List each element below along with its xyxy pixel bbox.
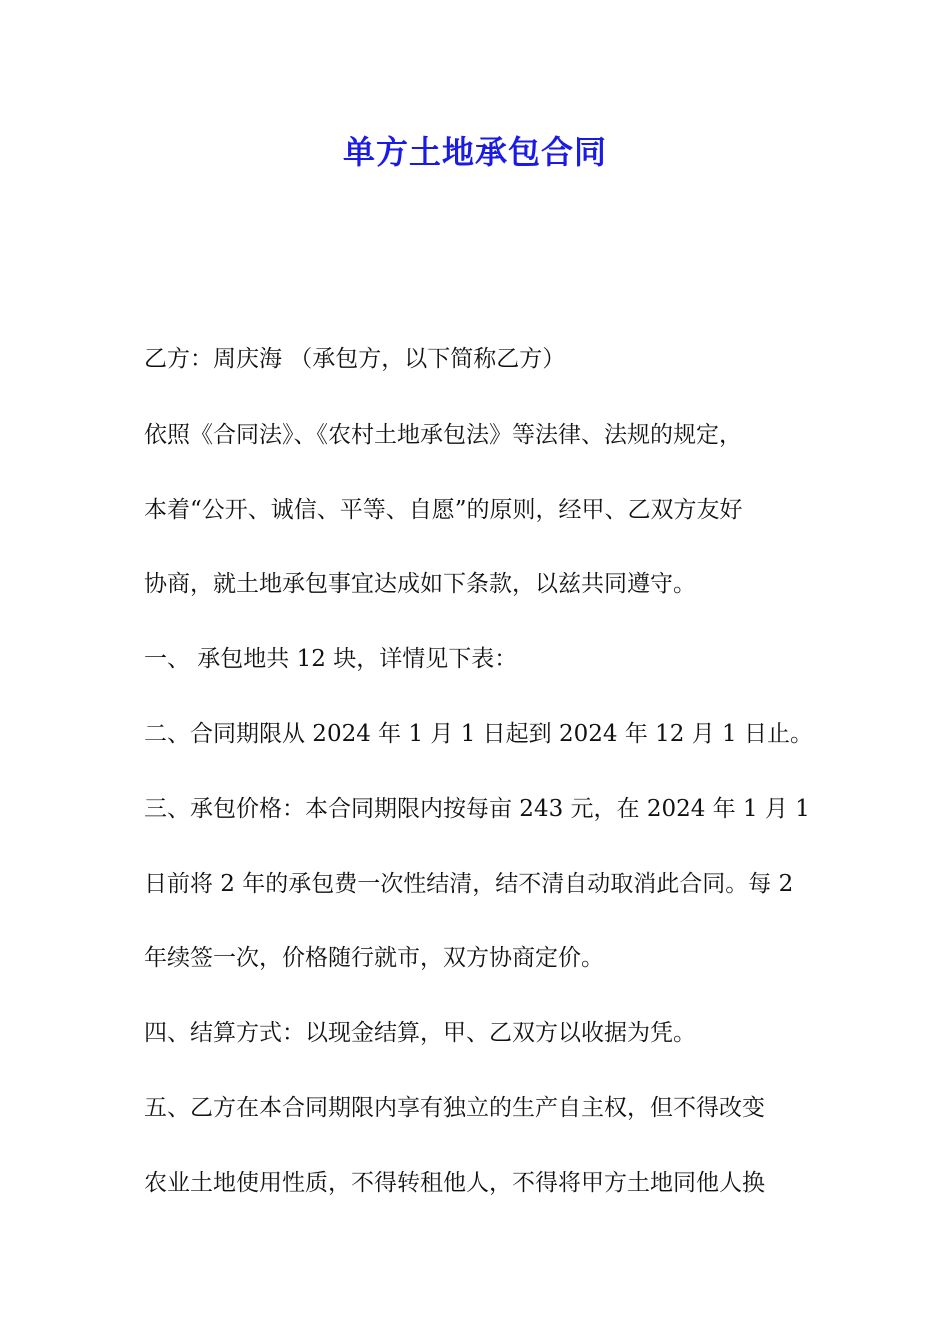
clause-3-line: 三、承包价格：本合同期限内按每亩 243 元，在 2024 年 1 月 1 <box>144 796 810 822</box>
clause-1-line: 一、 承包地共 12 块，详情见下表： <box>144 646 518 672</box>
clause-4-line: 四、结算方式：以现金结算，甲、乙双方以收据为凭。 <box>144 1020 696 1046</box>
party-b-line: 乙方：周庆海 （承包方，以下简称乙方） <box>144 346 566 372</box>
clause-2-line: 二、合同期限从 2024 年 1 月 1 日起到 2024 年 12 月 1 日止。 <box>144 721 813 747</box>
clause-5-line: 农业土地使用性质，不得转租他人，不得将甲方土地同他人换 <box>144 1170 765 1196</box>
document-title: 单方土地承包合同 <box>342 133 607 171</box>
paragraph-line: 协商，就土地承包事宜达成如下条款，以兹共同遵守。 <box>144 571 696 597</box>
clause-3-line: 年续签一次，价格随行就市，双方协商定价。 <box>144 945 604 971</box>
paragraph-line: 本着“公开、诚信、平等、自愿”的原则，经甲、乙双方友好 <box>144 497 743 523</box>
clause-5-line: 五、乙方在本合同期限内享有独立的生产自主权，但不得改变 <box>144 1095 765 1121</box>
clause-3-line: 日前将 2 年的承包费一次性结清，结不清自动取消此合同。每 2 <box>144 871 794 897</box>
paragraph-line: 依照《合同法》、《农村土地承包法》等法律、法规的规定， <box>144 422 742 448</box>
